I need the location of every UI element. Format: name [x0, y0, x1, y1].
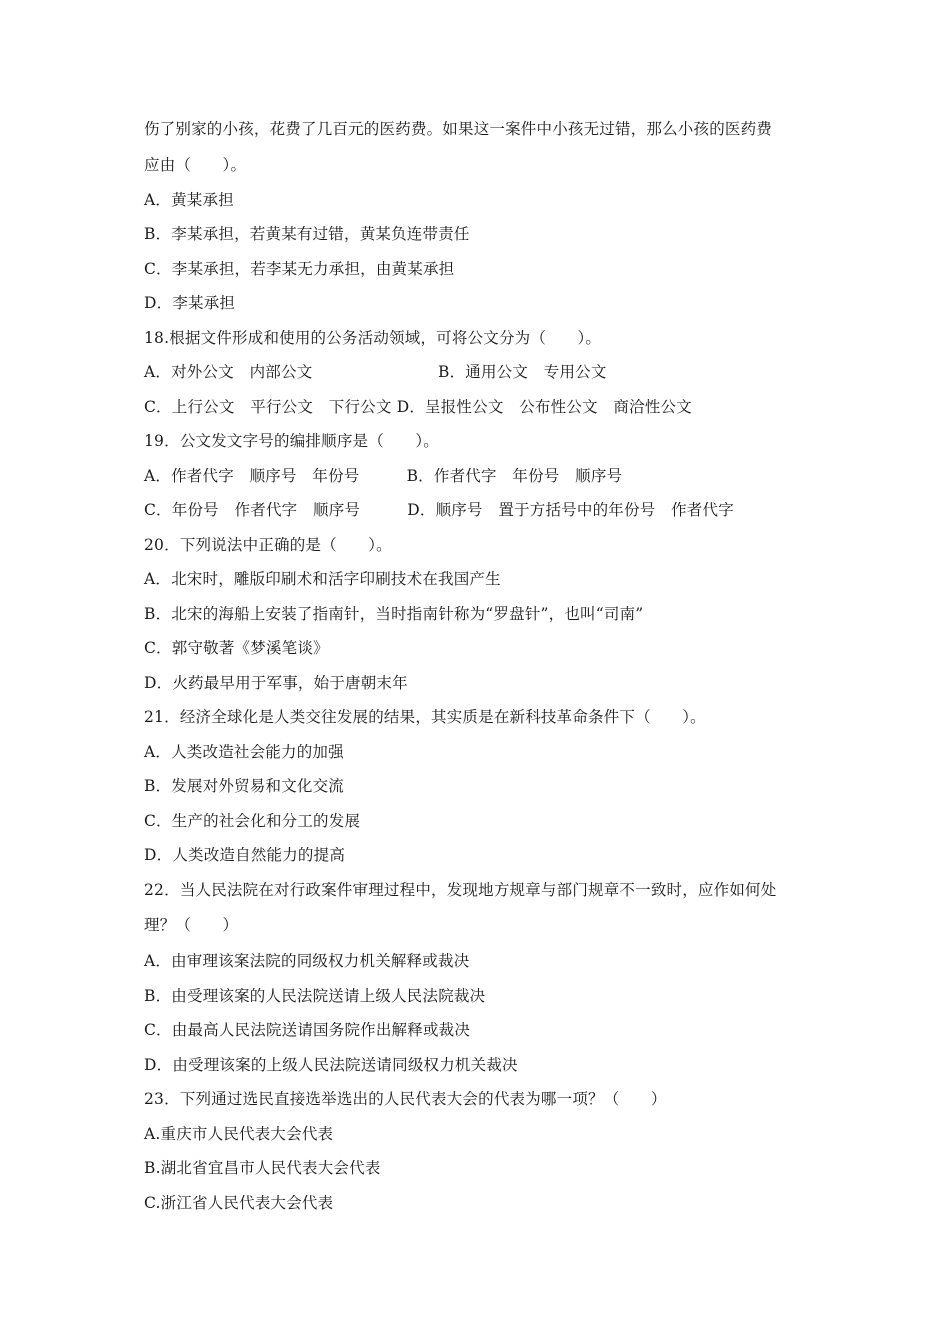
option-line: B.湖北省宜昌市人民代表大会代表	[144, 1159, 381, 1177]
text-line: 伤了别家的小孩，花费了几百元的医药费。如果这一案件中小孩无过错，那么小孩的医药费	[144, 120, 773, 138]
question-line: 22．当人民法院在对行政案件审理过程中，发现地方规章与部门规章不一致时，应作如何处	[144, 881, 777, 899]
question-line: 20．下列说法中正确的是（ ）。	[144, 536, 392, 554]
option-line: D．火药最早用于军事，始于唐朝末年	[144, 674, 408, 692]
option-line: C．郭守敬著《梦溪笔谈》	[144, 639, 329, 657]
option-line: A．作者代字 顺序号 年份号 B．作者代字 年份号 顺序号	[144, 467, 623, 485]
question-line: 23．下列通过选民直接选举选出的人民代表大会的代表为哪一项？（ ）	[144, 1090, 667, 1108]
option-line: A．由审理该案法院的同级权力机关解释或裁决	[144, 952, 470, 970]
option-line: B．发展对外贸易和文化交流	[144, 777, 344, 795]
option-line: C．上行公文 平行公文 下行公文 D．呈报性公文 公布性公文 商洽性公文	[144, 398, 692, 416]
option-line: C．由最高人民法院送请国务院作出解释或裁决	[144, 1021, 471, 1039]
option-line: D．李某承担	[144, 294, 236, 312]
option-line: C.浙江省人民代表大会代表	[144, 1194, 334, 1212]
question-line: 21．经济全球化是人类交往发展的结果，其实质是在新科技革命条件下（ ）。	[144, 708, 706, 726]
option-line: B．由受理该案的人民法院送请上级人民法院裁决	[144, 987, 486, 1005]
option-line: A．黄某承担	[144, 191, 234, 209]
question-line: 19．公文发文字号的编排顺序是（ ）。	[144, 432, 439, 450]
option-line: D．人类改造自然能力的提高	[144, 846, 346, 864]
option-line: C．生产的社会化和分工的发展	[144, 812, 361, 830]
option-line: B．李某承担，若黄某有过错，黄某负连带责任	[144, 225, 470, 243]
option-line: B．北宋的海船上安装了指南针，当时指南针称为“罗盘针”，也叫“司南”	[144, 605, 644, 623]
option-line: A．对外公文 内部公文 B．通用公文 专用公文	[144, 363, 607, 381]
option-line: A.重庆市人民代表大会代表	[144, 1125, 334, 1143]
option-line: A．人类改造社会能力的加强	[144, 743, 344, 761]
question-line: 理？（ ）	[144, 916, 239, 934]
option-line: C．李某承担，若李某无力承担，由黄某承担	[144, 260, 455, 278]
option-line: A．北宋时，雕版印刷术和活字印刷技术在我国产生	[144, 570, 501, 588]
question-line: 18.根据文件形成和使用的公务活动领域，可将公文分为（ ）。	[144, 329, 602, 347]
option-line: D．由受理该案的上级人民法院送请同级权力机关裁决	[144, 1056, 518, 1074]
text-line: 应由（ ）。	[144, 156, 247, 174]
option-line: C．年份号 作者代字 顺序号 D．顺序号 置于方括号中的年份号 作者代字	[144, 501, 734, 519]
